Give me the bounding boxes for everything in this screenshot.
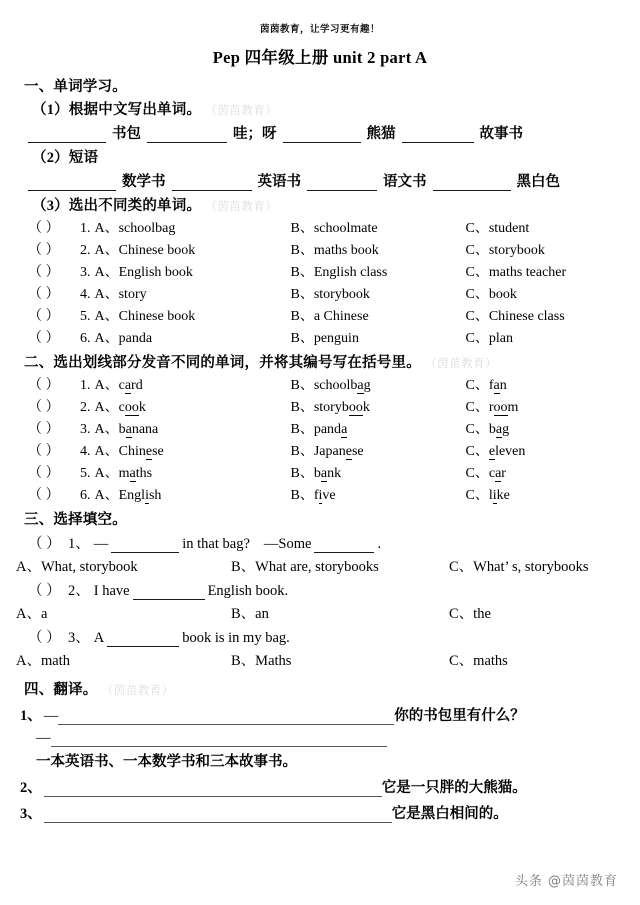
blank-input[interactable]	[433, 175, 511, 191]
answer-bracket[interactable]: （ ）	[28, 536, 61, 552]
option-b[interactable]: B、maths book	[290, 243, 379, 258]
blank-input[interactable]	[44, 781, 382, 797]
question-number: 5.	[80, 466, 91, 481]
option-b[interactable]	[291, 418, 466, 438]
answer-bracket[interactable]: （ ）	[28, 444, 60, 459]
option-c[interactable]	[466, 462, 506, 482]
blank-input[interactable]	[44, 807, 392, 823]
option-prefix: B、schoolb	[290, 378, 358, 393]
option-a[interactable]: A、English book	[94, 265, 193, 280]
blank-input[interactable]	[51, 731, 387, 747]
option-a[interactable]: A、What, storybook	[16, 559, 138, 575]
option-suffix: se	[152, 444, 164, 459]
answer-bracket[interactable]: （ ）	[28, 400, 60, 415]
option-prefix: A、b	[94, 422, 126, 437]
answer-bracket[interactable]: （ ）	[28, 243, 60, 258]
blank-input[interactable]	[28, 127, 106, 143]
vocab-label: 哇；呀	[233, 126, 277, 142]
blank-input[interactable]	[314, 538, 374, 553]
blank-input[interactable]	[111, 538, 179, 553]
option-c[interactable]: C、maths	[449, 653, 508, 669]
watermark-text: （茵苗教育）	[107, 685, 174, 697]
underlined-phoneme: a	[357, 378, 364, 393]
question-text-tail: book is in my bag.	[182, 630, 290, 646]
answer-bracket[interactable]: （ ）	[28, 331, 60, 346]
option-suffix: ths	[135, 466, 153, 481]
vocab-label: 语文书	[383, 174, 427, 190]
option-c[interactable]: C、plan	[465, 331, 513, 346]
option-prefix: B、b	[290, 466, 321, 481]
section-two-heading	[24, 351, 634, 372]
vocab-row-2	[24, 170, 634, 191]
option-suffix: m	[507, 400, 519, 415]
section-three-question-2	[28, 579, 634, 600]
question-number: 5.	[80, 309, 91, 324]
phonics-question-row	[28, 418, 634, 438]
question-number: 3、	[68, 630, 90, 646]
dash-mark: —	[43, 708, 59, 724]
answer-bracket[interactable]: （ ）	[28, 221, 60, 236]
section-four-heading-label: 四、翻译。	[24, 682, 98, 698]
option-suffix: rd	[131, 378, 143, 393]
option-prefix: B、storyb	[290, 400, 349, 415]
option-prefix: A、Chin	[94, 444, 146, 459]
blank-input[interactable]	[107, 632, 179, 647]
section-one-sub1-label: （1）根据中文写出单词。	[32, 102, 202, 118]
option-b[interactable]: B、What are, storybooks	[231, 559, 379, 575]
top-banner: 茵茵教育，让学习更有趣！	[259, 24, 380, 35]
option-b[interactable]: B、Maths	[231, 653, 292, 669]
question-number: 4.	[80, 444, 91, 459]
question-text: I have	[93, 583, 130, 599]
vocab-label: 书包	[112, 126, 141, 142]
option-c[interactable]: C、What’ s, storybooks	[449, 559, 589, 575]
page-title: Pep 四年级上册 unit 2 part A	[212, 48, 428, 67]
question-text: A	[93, 630, 105, 646]
blank-input[interactable]	[133, 585, 205, 600]
option-suffix: ke	[496, 488, 510, 503]
question-dash: —	[93, 536, 109, 552]
section-one-question-list	[10, 217, 634, 347]
translate-answer-line: 一本英语书、一本数学书和三本故事书。	[36, 754, 297, 770]
option-prefix: B、pand	[290, 422, 342, 437]
question-period: .	[377, 536, 382, 552]
answer-bracket[interactable]: （ ）	[28, 287, 60, 302]
translate-row-1b	[36, 730, 634, 747]
option-suffix: k	[138, 400, 146, 415]
question-number: 2、	[20, 780, 42, 796]
translate-row-2	[20, 776, 634, 797]
vocab-label: 熊猫	[366, 126, 396, 142]
translate-prompt: 它是黑白相间的。	[391, 806, 508, 822]
option-prefix: C、c	[465, 466, 496, 481]
watermark-text: （茵苗教育）	[430, 358, 498, 370]
option-b[interactable]: B、penguin	[290, 331, 359, 346]
section-two-heading-label: 二、选出划线部分发音不同的单词，并将其编号写在括号里。	[24, 355, 421, 371]
mc-question-row	[28, 327, 634, 347]
option-prefix: C、l	[465, 488, 493, 503]
question-text-tail: English book.	[207, 583, 289, 599]
option-b[interactable]	[291, 462, 466, 482]
question-number: 6.	[80, 331, 91, 346]
option-a[interactable]	[95, 396, 291, 416]
option-b[interactable]	[291, 374, 466, 394]
answer-bracket[interactable]: （ ）	[28, 378, 60, 393]
blank-input[interactable]	[307, 175, 377, 191]
option-a[interactable]	[95, 484, 291, 504]
option-a[interactable]: A、panda	[94, 331, 153, 346]
question-text-tail: —Some	[263, 536, 312, 552]
option-prefix: B、f	[290, 488, 319, 503]
underlined-phoneme: a	[495, 466, 502, 481]
translate-row-3	[20, 802, 634, 823]
dash-mark: —	[36, 730, 51, 746]
option-a[interactable]: A、schoolbag	[94, 221, 176, 236]
question-number: 2.	[80, 243, 91, 258]
option-prefix: A、m	[94, 466, 130, 481]
option-b[interactable]	[291, 396, 466, 416]
translate-prompt: 你的书包里有什么？	[394, 708, 525, 724]
underlined-phoneme: a	[320, 466, 328, 481]
vocab-label: 故事书	[479, 126, 523, 142]
option-a[interactable]	[95, 462, 291, 482]
option-suffix: sh	[148, 488, 162, 503]
underlined-phoneme: e	[488, 444, 496, 459]
option-a[interactable]	[95, 418, 291, 438]
option-b[interactable]	[291, 440, 466, 460]
option-c[interactable]	[466, 418, 510, 438]
question-number: 1、	[20, 708, 42, 724]
option-suffix: nana	[131, 422, 159, 437]
option-c[interactable]	[466, 484, 510, 504]
question-number: 2.	[80, 400, 91, 415]
question-number: 1.	[80, 221, 91, 236]
underlined-phoneme: i	[318, 488, 323, 503]
option-a[interactable]: A、story	[94, 287, 147, 302]
option-b[interactable]	[291, 484, 466, 504]
section-two-question-list	[10, 374, 634, 504]
underlined-phoneme: oo	[493, 400, 508, 415]
option-c[interactable]: C、the	[449, 606, 491, 622]
option-prefix: C、b	[465, 422, 496, 437]
option-c[interactable]: C、Chinese class	[465, 309, 565, 324]
option-c[interactable]	[466, 374, 507, 394]
section-one-heading: 一、单词学习。	[24, 79, 127, 95]
option-a[interactable]: A、Chinese book	[94, 309, 196, 324]
phonics-question-row	[28, 484, 634, 504]
option-suffix: nk	[327, 466, 342, 481]
mc-question-row	[28, 217, 634, 237]
option-c[interactable]	[466, 396, 519, 416]
underlined-phoneme: a	[495, 422, 503, 437]
underlined-phoneme: a	[341, 422, 348, 437]
option-a[interactable]: A、a	[16, 606, 48, 622]
option-suffix: leven	[495, 444, 526, 459]
translate-row-1	[20, 704, 634, 725]
answer-bracket[interactable]: （ ）	[28, 583, 61, 599]
vocab-label: 数学书	[122, 174, 166, 190]
option-b[interactable]: B、an	[231, 606, 269, 622]
option-c[interactable]: C、book	[465, 287, 517, 302]
option-suffix: g	[363, 378, 371, 393]
watermark-text: （茵苗教育）	[211, 105, 278, 117]
worksheet-body	[0, 75, 640, 823]
option-c[interactable]: C、storybook	[465, 243, 545, 258]
question-number: 4.	[80, 287, 91, 302]
underlined-phoneme: i	[492, 488, 497, 503]
section-three-options-1	[16, 555, 634, 576]
vocab-row-1	[24, 122, 634, 143]
option-suffix: k	[362, 400, 370, 415]
option-a[interactable]: A、Chinese book	[94, 243, 196, 258]
question-number: 3、	[20, 806, 42, 822]
section-three-question-3	[28, 626, 634, 647]
underlined-phoneme: a	[125, 422, 132, 437]
answer-bracket[interactable]: （ ）	[28, 630, 61, 646]
underlined-phoneme: oo	[124, 400, 139, 415]
blank-input[interactable]	[147, 127, 227, 143]
mc-question-row	[28, 239, 634, 259]
section-one-sub1	[32, 98, 634, 119]
underlined-phoneme: e	[345, 444, 352, 459]
option-suffix: g	[502, 422, 510, 437]
underlined-phoneme: a	[129, 466, 136, 481]
blank-input[interactable]	[58, 709, 394, 725]
answer-bracket[interactable]: （ ）	[28, 422, 60, 437]
option-prefix: C、	[465, 444, 489, 459]
underlined-phoneme: oo	[348, 400, 363, 415]
option-prefix: B、Japan	[290, 444, 346, 459]
option-prefix: C、f	[465, 378, 494, 393]
underlined-phoneme: a	[493, 378, 500, 393]
option-a[interactable]: A、math	[16, 653, 70, 669]
option-prefix: A、c	[94, 400, 125, 415]
section-three-options-3	[16, 649, 634, 670]
option-prefix: A、c	[94, 378, 125, 393]
underlined-phoneme: a	[124, 378, 132, 393]
option-b[interactable]: B、a Chinese	[290, 309, 369, 324]
option-prefix: A、Engl	[94, 488, 146, 503]
section-three-question-1	[28, 532, 634, 553]
phonics-question-row	[28, 396, 634, 416]
footer-watermark: 头条 @茵茵教育	[514, 874, 618, 889]
answer-bracket[interactable]: （ ）	[28, 488, 60, 503]
question-number: 2、	[68, 583, 90, 599]
question-number: 6.	[80, 488, 91, 503]
mc-question-row	[28, 305, 634, 325]
question-number: 3.	[80, 265, 91, 280]
section-four-heading	[24, 678, 634, 699]
watermark-text: （茵苗教育）	[211, 201, 278, 213]
section-one-sub2: （2）短语	[32, 150, 99, 166]
option-c[interactable]: C、maths teacher	[465, 265, 567, 280]
option-suffix: n	[499, 378, 507, 393]
section-one-sub3	[32, 194, 634, 215]
blank-input[interactable]	[283, 127, 361, 143]
blank-input[interactable]	[28, 175, 116, 191]
blank-input[interactable]	[402, 127, 474, 143]
section-three-options-2	[16, 602, 634, 623]
option-suffix: ve	[322, 488, 336, 503]
option-b[interactable]: B、storybook	[290, 287, 370, 302]
question-number: 1.	[80, 378, 91, 393]
phonics-question-row	[28, 462, 634, 482]
option-b[interactable]: B、English class	[290, 265, 388, 280]
option-prefix: C、r	[465, 400, 494, 415]
question-number: 3.	[80, 422, 91, 437]
question-text: in that bag?	[182, 536, 250, 552]
question-number: 1、	[68, 536, 90, 552]
answer-bracket[interactable]: （ ）	[28, 466, 60, 481]
option-a[interactable]	[95, 374, 291, 394]
option-c[interactable]: C、student	[465, 221, 530, 236]
vocab-label: 英语书	[257, 174, 301, 190]
option-c[interactable]	[466, 440, 526, 460]
answer-bracket[interactable]: （ ）	[28, 309, 60, 324]
option-a[interactable]	[95, 440, 291, 460]
mc-question-row	[28, 283, 634, 303]
answer-bracket[interactable]: （ ）	[28, 265, 60, 280]
mc-question-row	[28, 261, 634, 281]
phonics-question-row	[28, 440, 634, 460]
vocab-label: 黑白色	[516, 174, 560, 190]
option-suffix: se	[351, 444, 364, 459]
phonics-question-row	[28, 374, 634, 394]
option-b[interactable]: B、schoolmate	[290, 221, 378, 236]
blank-input[interactable]	[172, 175, 252, 191]
option-suffix: r	[501, 466, 506, 481]
underlined-phoneme: i	[145, 488, 149, 503]
translate-prompt: 它是一只胖的大熊猫。	[381, 780, 527, 796]
section-three-heading: 三、选择填空。	[24, 512, 127, 528]
section-one-sub3-label: （3）选出不同类的单词。	[32, 198, 202, 214]
underlined-phoneme: e	[145, 444, 153, 459]
